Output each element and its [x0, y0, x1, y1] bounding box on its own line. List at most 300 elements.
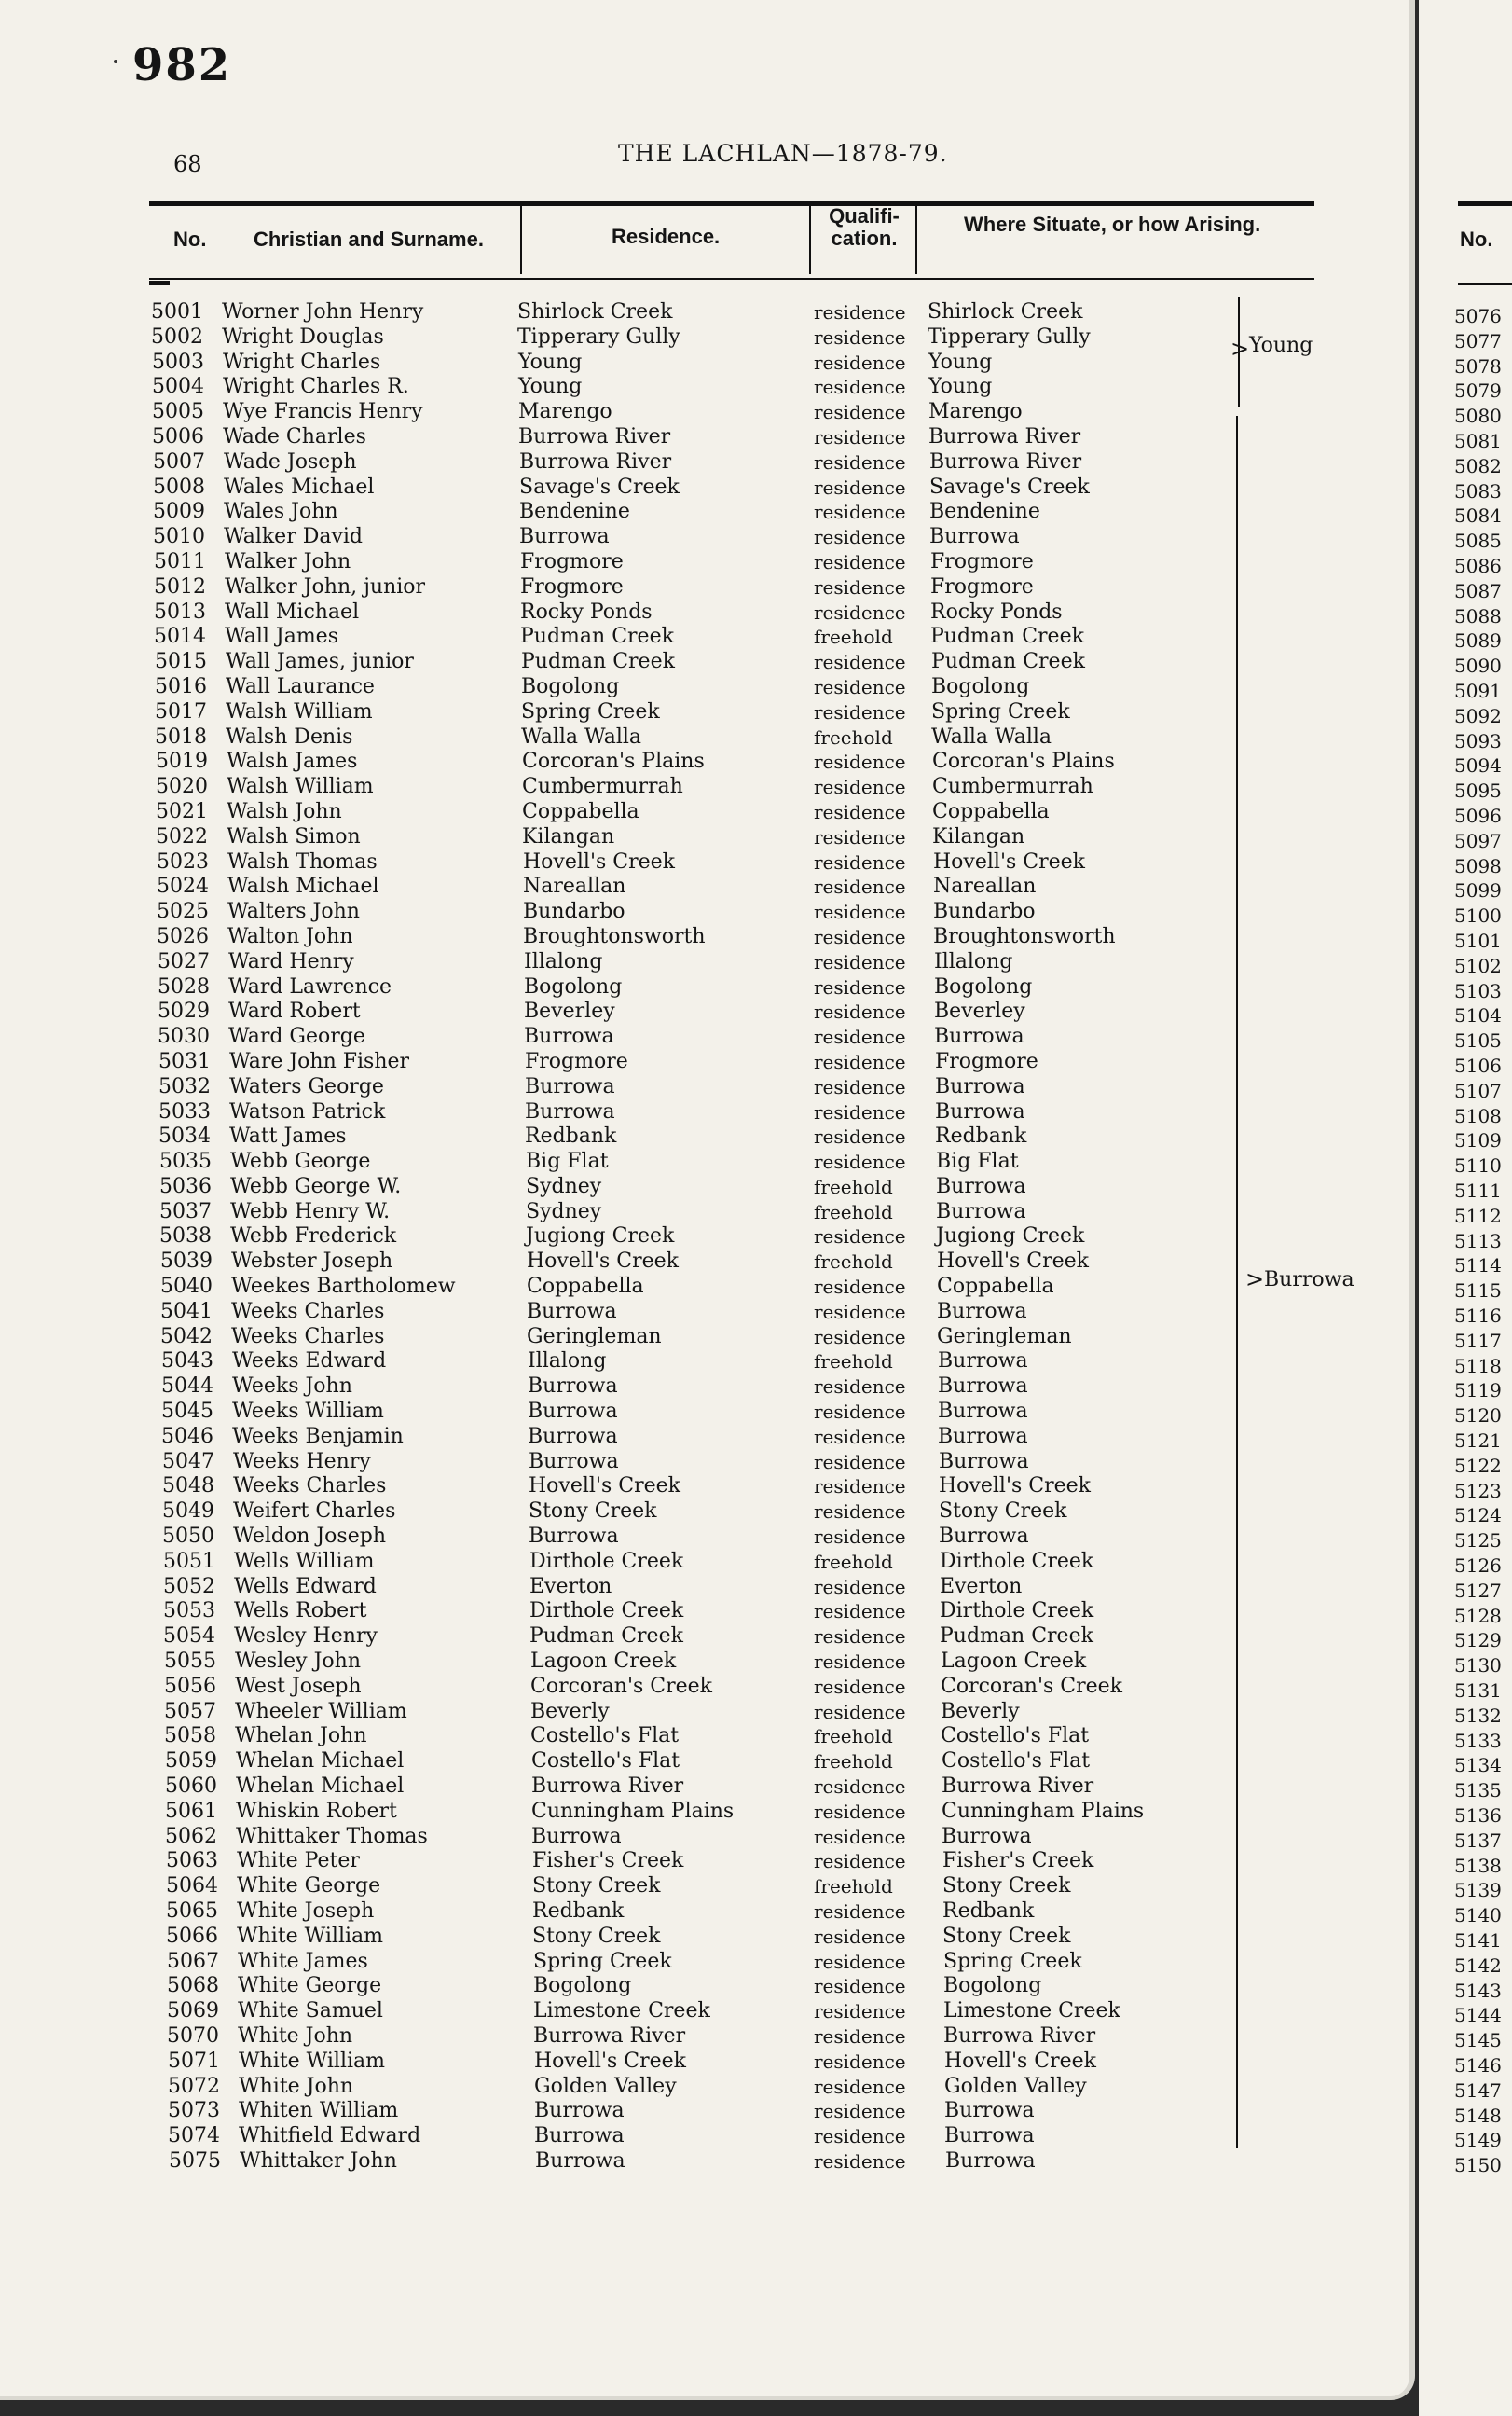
- entry-where-situate: Savage's Creek: [929, 475, 1090, 499]
- entry-residence: Shirlock Creek: [517, 300, 673, 324]
- entry-where-situate: Spring Creek: [943, 1949, 1082, 1973]
- next-page-entry-number: 5127: [1454, 1579, 1502, 1602]
- entry-residence: Dirthole Creek: [529, 1599, 684, 1623]
- entry-where-situate: Young: [928, 375, 993, 399]
- entry-where-situate: Coppabella: [937, 1275, 1054, 1299]
- entry-name: Webb Henry W.: [230, 1199, 391, 1223]
- next-page-entry-number: 5105: [1454, 1029, 1502, 1053]
- entry-where-situate: Bogolong: [934, 974, 1033, 999]
- entry-residence: Bogolong: [533, 1974, 632, 1998]
- entry-name: Whittaker Thomas: [236, 1824, 428, 1848]
- entry-where-situate: Frogmore: [935, 1049, 1038, 1073]
- entry-where-situate: Young: [928, 350, 993, 374]
- table-row: [0, 1999, 1409, 2024]
- entry-qualification: residence: [814, 1625, 906, 1649]
- entry-number: 5046: [161, 1424, 213, 1448]
- entry-number: 5047: [162, 1449, 214, 1473]
- entry-where-situate: Burrowa: [935, 1074, 1025, 1098]
- next-page-entry-number: 5117: [1454, 1329, 1502, 1352]
- next-page-edge: [1419, 0, 1512, 2416]
- entry-residence: Marengo: [518, 400, 612, 424]
- entry-number: 5008: [153, 475, 205, 499]
- entry-number: 5035: [159, 1150, 212, 1174]
- table-row: [0, 625, 1409, 650]
- entry-residence: Cunningham Plains: [531, 1799, 735, 1823]
- entry-qualification: residence: [814, 825, 906, 849]
- next-page-entry-number: 5112: [1454, 1204, 1502, 1227]
- entry-residence: Stony Creek: [532, 1924, 661, 1948]
- entry-residence: Burrowa: [534, 2099, 625, 2123]
- entry-where-situate: Burrowa: [944, 2099, 1035, 2123]
- next-page-entry-number: 5150: [1454, 2154, 1502, 2177]
- entry-where-situate: Bogolong: [931, 674, 1030, 698]
- next-page-entry-number: 5078: [1454, 354, 1502, 378]
- next-page-entry-number: 5077: [1454, 329, 1502, 352]
- entry-where-situate: Burrowa: [938, 1374, 1028, 1399]
- entry-where-situate: Dirthole Creek: [940, 1549, 1094, 1573]
- entry-where-situate: Rocky Ponds: [930, 600, 1063, 624]
- next-page-entry-number: 5108: [1454, 1104, 1502, 1127]
- entry-number: 5053: [163, 1599, 215, 1623]
- entry-number: 5063: [166, 1849, 218, 1873]
- next-page-entry-number: 5138: [1454, 1854, 1502, 1877]
- entry-number: 5051: [163, 1549, 215, 1573]
- table-row: [0, 1374, 1409, 1400]
- entry-number: 5054: [163, 1624, 215, 1649]
- entry-residence: Spring Creek: [521, 699, 660, 724]
- entry-name: Watt James: [229, 1125, 347, 1149]
- next-page-entry-number: 5098: [1454, 854, 1502, 877]
- entry-qualification: residence: [814, 876, 906, 899]
- table-row: [0, 925, 1409, 950]
- entry-number: 5002: [151, 324, 203, 349]
- entry-name: Wesley John: [235, 1650, 362, 1674]
- next-page-entry-number: 5107: [1454, 1079, 1502, 1102]
- table-row: [0, 1499, 1409, 1525]
- entry-name: Wright Charles R.: [223, 375, 409, 399]
- entry-name: Wales John: [224, 500, 338, 524]
- header-name: Christian and Surname.: [254, 228, 484, 251]
- entry-residence: Burrowa: [529, 1449, 619, 1473]
- young-brace-point: >: [1230, 336, 1250, 362]
- entry-residence: Corcoran's Creek: [530, 1674, 713, 1698]
- entry-number: 5048: [162, 1474, 214, 1498]
- entry-qualification: residence: [814, 2149, 906, 2173]
- next-page-entry-number: 5097: [1454, 829, 1502, 852]
- entry-where-situate: Dirthole Creek: [940, 1599, 1094, 1623]
- entry-qualification: residence: [814, 800, 906, 823]
- table-row: [0, 1075, 1409, 1100]
- table-row: [0, 1774, 1409, 1800]
- entry-name: Wells William: [234, 1549, 375, 1573]
- next-page-entry-number: 5111: [1454, 1180, 1502, 1202]
- entry-number: 5015: [155, 650, 207, 674]
- next-page-entry-number: 5101: [1454, 930, 1502, 952]
- entry-qualification: residence: [814, 1425, 906, 1448]
- entry-qualification: residence: [814, 901, 906, 924]
- entry-residence: Costello's Flat: [531, 1749, 680, 1774]
- next-page-entry-number: 5102: [1454, 954, 1502, 977]
- folio-number: 982: [132, 39, 232, 91]
- header-bottom-rule: [149, 278, 1314, 280]
- entry-name: Whelan Michael: [236, 1774, 405, 1799]
- entry-qualification: residence: [814, 450, 906, 474]
- next-page-entry-number: 5087: [1454, 579, 1502, 602]
- entry-number: 5025: [157, 900, 209, 924]
- entry-where-situate: Spring Creek: [931, 699, 1070, 724]
- entry-name: Waters George: [229, 1074, 384, 1098]
- entry-name: Wye Francis Henry: [223, 400, 423, 424]
- table-row: [0, 950, 1409, 975]
- entry-name: Walker John: [225, 549, 351, 573]
- entry-where-situate: Pudman Creek: [930, 625, 1084, 649]
- entry-residence: Limestone Creek: [533, 1999, 710, 2023]
- entry-residence: Burrowa: [528, 1400, 618, 1424]
- entry-number: 5016: [155, 674, 207, 698]
- entry-where-situate: Illalong: [934, 949, 1013, 973]
- entry-name: Whiskin Robert: [236, 1799, 397, 1823]
- entry-name: Ward Robert: [228, 1000, 361, 1024]
- table-row: [0, 601, 1409, 626]
- header-divider-name: [520, 203, 522, 274]
- entry-qualification: residence: [814, 651, 906, 674]
- entry-qualification: residence: [814, 1026, 906, 1049]
- entry-number: 5007: [153, 449, 205, 474]
- entry-where-situate: Burrowa: [939, 1449, 1029, 1473]
- entry-name: White Joseph: [237, 1899, 375, 1923]
- entry-where-situate: Hovell's Creek: [933, 849, 1086, 874]
- entry-where-situate: Bendenine: [929, 500, 1040, 524]
- entry-where-situate: Burrowa River: [942, 1774, 1094, 1799]
- next-page-entry-number: 5091: [1454, 680, 1502, 702]
- entry-name: White Peter: [237, 1849, 360, 1873]
- entry-name: White John: [238, 2023, 353, 2048]
- entry-name: Walsh Denis: [226, 725, 353, 749]
- entry-where-situate: Corcoran's Plains: [932, 750, 1115, 774]
- entry-where-situate: Burrowa: [935, 1099, 1025, 1124]
- entry-residence: Burrowa River: [533, 2023, 686, 2048]
- entry-qualification: residence: [814, 526, 906, 549]
- entry-where-situate: Burrowa: [939, 1525, 1029, 1549]
- entry-residence: Burrowa: [534, 2124, 625, 2148]
- entry-where-situate: Cunningham Plains: [942, 1799, 1145, 1823]
- next-page-entry-number: 5114: [1454, 1254, 1502, 1277]
- entry-qualification: residence: [814, 1850, 906, 1873]
- next-page-entry-number: 5123: [1454, 1479, 1502, 1502]
- entry-name: Ward Lawrence: [228, 974, 392, 999]
- entry-number: 5069: [167, 1999, 219, 2023]
- next-page-entry-number: 5096: [1454, 805, 1502, 827]
- entry-name: Wells Edward: [234, 1574, 377, 1598]
- burrowa-brace-point: >: [1245, 1266, 1265, 1292]
- entry-residence: Kilangan: [522, 824, 615, 849]
- next-page-entry-number: 5079: [1454, 380, 1502, 403]
- entry-where-situate: Burrowa River: [943, 2023, 1096, 2048]
- table-row: [0, 1974, 1409, 1999]
- entry-residence: Stony Creek: [532, 1874, 661, 1898]
- entry-number: 5040: [160, 1275, 213, 1299]
- entry-number: 5028: [158, 974, 210, 999]
- entry-name: Wade Charles: [223, 424, 366, 449]
- next-page-entry-number: 5120: [1454, 1404, 1502, 1428]
- entry-residence: Nareallan: [523, 875, 626, 899]
- entry-residence: Coppabella: [522, 799, 639, 823]
- entry-where-situate: Burrowa: [938, 1424, 1028, 1448]
- entry-residence: Bundarbo: [523, 900, 625, 924]
- entry-name: Weeks Charles: [231, 1324, 385, 1348]
- district-young: Young: [1249, 334, 1313, 357]
- entry-name: Watson Patrick: [229, 1099, 386, 1124]
- next-page-entry-number: 5149: [1454, 2129, 1502, 2152]
- entry-number: 5074: [168, 2124, 220, 2148]
- entry-number: 5075: [169, 2148, 221, 2173]
- entry-number: 5050: [162, 1525, 214, 1549]
- header-qualification-line1: Qualifi-: [829, 204, 900, 228]
- entry-name: Wesley Henry: [234, 1624, 378, 1649]
- entry-qualification: residence: [814, 1125, 906, 1149]
- entry-residence: Burrowa: [527, 1299, 617, 1323]
- entry-where-situate: Burrowa: [938, 1400, 1028, 1424]
- entry-qualification: residence: [814, 1300, 906, 1323]
- next-page-entry-number: 5109: [1454, 1129, 1502, 1153]
- entry-qualification: residence: [814, 501, 906, 524]
- next-page-entry-number: 5113: [1454, 1229, 1502, 1252]
- entry-qualification: freehold: [814, 1200, 893, 1223]
- entry-where-situate: Bundarbo: [933, 900, 1036, 924]
- entry-qualification: residence: [814, 850, 906, 874]
- entry-number: 5004: [152, 375, 204, 399]
- entry-residence: Bogolong: [524, 974, 623, 999]
- entry-name: White John: [239, 2074, 354, 2098]
- entry-residence: Coppabella: [527, 1275, 644, 1299]
- entry-name: Wall Michael: [225, 600, 360, 624]
- table-row: [0, 1925, 1409, 1950]
- table-row: [0, 2050, 1409, 2075]
- entry-qualification: residence: [814, 1575, 906, 1598]
- entry-name: Walsh William: [227, 775, 374, 799]
- running-title: THE LACHLAN—1878-79.: [618, 140, 948, 167]
- entry-where-situate: Burrowa: [936, 1199, 1026, 1223]
- entry-number: 5029: [158, 1000, 210, 1024]
- entry-name: Wells Robert: [234, 1599, 367, 1623]
- entry-number: 5019: [156, 750, 208, 774]
- entry-name: Wall James, junior: [226, 650, 414, 674]
- entry-number: 5027: [158, 949, 210, 973]
- entry-number: 5005: [152, 400, 204, 424]
- entry-residence: Illalong: [528, 1349, 607, 1374]
- entry-qualification: residence: [814, 1775, 906, 1799]
- ink-dot: [114, 60, 117, 63]
- table-row: [0, 1025, 1409, 1050]
- next-page-entry-number: 5118: [1454, 1354, 1502, 1377]
- entry-number: 5038: [159, 1224, 212, 1249]
- next-page-entry-number: 5095: [1454, 780, 1502, 803]
- table-row: [0, 1624, 1409, 1650]
- next-page-entry-number: 5144: [1454, 2004, 1502, 2027]
- entry-name: Weeks Henry: [233, 1449, 371, 1473]
- entry-residence: Dirthole Creek: [529, 1549, 684, 1573]
- next-page-entry-number: 5125: [1454, 1529, 1502, 1553]
- entry-name: Ward George: [228, 1025, 365, 1049]
- entry-residence: Burrowa: [528, 1424, 618, 1448]
- next-page-entry-number: 5093: [1454, 729, 1502, 752]
- entry-qualification: freehold: [814, 1175, 893, 1198]
- entry-number: 5030: [158, 1025, 210, 1049]
- table-row: [0, 1100, 1409, 1125]
- table-row: [0, 800, 1409, 825]
- entry-name: Whittaker John: [240, 2148, 397, 2173]
- entry-where-situate: Burrowa: [945, 2148, 1036, 2173]
- next-page-entry-number: 5135: [1454, 1779, 1502, 1802]
- district-burrowa: Burrowa: [1264, 1268, 1354, 1291]
- table-row: [0, 1400, 1409, 1425]
- entry-residence: Pudman Creek: [521, 650, 675, 674]
- entry-name: Walsh Simon: [227, 824, 361, 849]
- entry-qualification: residence: [814, 1276, 906, 1299]
- next-page-entry-number: 5081: [1454, 430, 1502, 452]
- table-row: [0, 1175, 1409, 1200]
- entry-qualification: residence: [814, 325, 906, 349]
- entry-name: Walker David: [224, 525, 364, 549]
- entry-qualification: residence: [814, 2075, 906, 2098]
- entry-where-situate: Hovell's Creek: [939, 1474, 1092, 1498]
- entry-number: 5033: [158, 1099, 211, 1124]
- entry-residence: Young: [518, 350, 583, 374]
- entry-qualification: residence: [814, 2125, 906, 2148]
- next-page-entry-number: 5143: [1454, 1979, 1502, 2002]
- entry-name: Weeks Charles: [231, 1299, 385, 1323]
- entry-where-situate: Hovell's Creek: [937, 1249, 1090, 1274]
- table-row: [0, 725, 1409, 751]
- entry-where-situate: Tipperary Gully: [928, 324, 1091, 349]
- table-row: [0, 1050, 1409, 1075]
- entry-name: Webb Frederick: [230, 1224, 397, 1249]
- entry-residence: Golden Valley: [534, 2074, 677, 2098]
- entry-residence: Hovell's Creek: [527, 1249, 680, 1274]
- next-page-entry-number: 5136: [1454, 1804, 1502, 1827]
- entry-qualification: residence: [814, 550, 906, 573]
- table-row: [0, 1150, 1409, 1175]
- table-row: [0, 1825, 1409, 1850]
- entry-name: Walsh William: [226, 699, 373, 724]
- entry-residence: Hovell's Creek: [534, 2049, 687, 2073]
- entry-qualification: residence: [814, 776, 906, 799]
- table-row: [0, 1749, 1409, 1774]
- next-page-entry-number: 5129: [1454, 1629, 1502, 1652]
- table-row: [0, 1300, 1409, 1325]
- entry-number: 5042: [160, 1324, 213, 1348]
- next-page-header-rule: [1458, 283, 1512, 285]
- entry-name: Wright Douglas: [222, 324, 384, 349]
- entry-number: 5039: [160, 1249, 213, 1274]
- entry-number: 5059: [165, 1749, 217, 1774]
- next-page-entry-number: 5076: [1454, 305, 1502, 327]
- entry-qualification: residence: [814, 700, 906, 724]
- entry-qualification: residence: [814, 1375, 906, 1399]
- entry-name: Whelan John: [235, 1724, 367, 1748]
- entry-number: 5073: [168, 2099, 220, 2123]
- table-row: [0, 476, 1409, 501]
- table-row: [0, 425, 1409, 450]
- entry-where-situate: Fisher's Creek: [942, 1849, 1094, 1873]
- entry-residence: Tipperary Gully: [517, 324, 680, 349]
- entry-number: 5018: [155, 725, 207, 749]
- table-row: [0, 1650, 1409, 1675]
- table-row: [0, 375, 1409, 400]
- entry-where-situate: Lagoon Creek: [941, 1650, 1087, 1674]
- entry-name: Walsh John: [227, 799, 342, 823]
- entry-name: Wright Charles: [223, 350, 381, 374]
- entry-residence: Bendenine: [519, 500, 630, 524]
- entry-qualification: residence: [814, 1925, 906, 1948]
- next-page-entry-number: 5104: [1454, 1004, 1502, 1028]
- entry-residence: Lagoon Creek: [530, 1650, 677, 1674]
- entry-where-situate: Big Flat: [936, 1150, 1019, 1174]
- entry-residence: Hovell's Creek: [529, 1474, 681, 1498]
- table-row: [0, 525, 1409, 550]
- table-row: [0, 1325, 1409, 1350]
- entry-where-situate: Costello's Flat: [941, 1724, 1090, 1748]
- next-page-entry-number: 5110: [1454, 1154, 1502, 1178]
- entry-number: 5055: [164, 1650, 216, 1674]
- entry-number: 5058: [164, 1724, 216, 1748]
- table-row: [0, 1899, 1409, 1925]
- entry-name: Wade Joseph: [224, 449, 357, 474]
- entry-qualification: residence: [814, 2000, 906, 2023]
- next-page-entry-number: 5088: [1454, 604, 1502, 628]
- entry-where-situate: Geringleman: [937, 1324, 1072, 1348]
- entry-number: 5026: [157, 924, 209, 948]
- entry-number: 5036: [159, 1174, 212, 1198]
- header-divider-qualification: [915, 203, 917, 274]
- entry-where-situate: Nareallan: [933, 875, 1037, 899]
- entry-qualification: residence: [814, 1950, 906, 1973]
- entry-number: 5020: [156, 775, 208, 799]
- next-page-entry-number: 5147: [1454, 2078, 1502, 2102]
- next-page-entry-number: 5086: [1454, 555, 1502, 577]
- entry-name: Wall Laurance: [226, 674, 375, 698]
- entry-name: Ware John Fisher: [229, 1049, 410, 1073]
- entry-number: 5070: [167, 2023, 219, 2048]
- entry-qualification: freehold: [814, 1550, 893, 1573]
- entry-qualification: residence: [814, 601, 906, 624]
- entry-number: 5010: [153, 525, 205, 549]
- entry-where-situate: Walla Walla: [931, 725, 1052, 749]
- entry-qualification: freehold: [814, 725, 893, 749]
- entry-qualification: residence: [814, 1975, 906, 1998]
- entry-name: Weeks Benjamin: [232, 1424, 404, 1448]
- entry-number: 5065: [166, 1899, 218, 1923]
- entry-residence: Pudman Creek: [529, 1624, 683, 1649]
- entry-qualification: residence: [814, 401, 906, 424]
- table-row: [0, 400, 1409, 425]
- table-row: [0, 1224, 1409, 1249]
- entry-where-situate: Burrowa: [938, 1349, 1028, 1374]
- entry-residence: Burrowa: [531, 1824, 622, 1848]
- table-row: [0, 575, 1409, 601]
- entry-number: 5006: [152, 424, 204, 449]
- entry-qualification: residence: [814, 1450, 906, 1473]
- entry-where-situate: Burrowa River: [928, 424, 1081, 449]
- entry-residence: Bogolong: [521, 674, 620, 698]
- entry-residence: Fisher's Creek: [532, 1849, 684, 1873]
- entry-qualification: residence: [814, 2100, 906, 2123]
- entry-residence: Savage's Creek: [519, 475, 680, 499]
- header-residence: Residence.: [612, 225, 721, 248]
- entry-residence: Frogmore: [525, 1049, 628, 1073]
- entry-qualification: residence: [814, 1401, 906, 1424]
- entry-number: 5022: [156, 824, 208, 849]
